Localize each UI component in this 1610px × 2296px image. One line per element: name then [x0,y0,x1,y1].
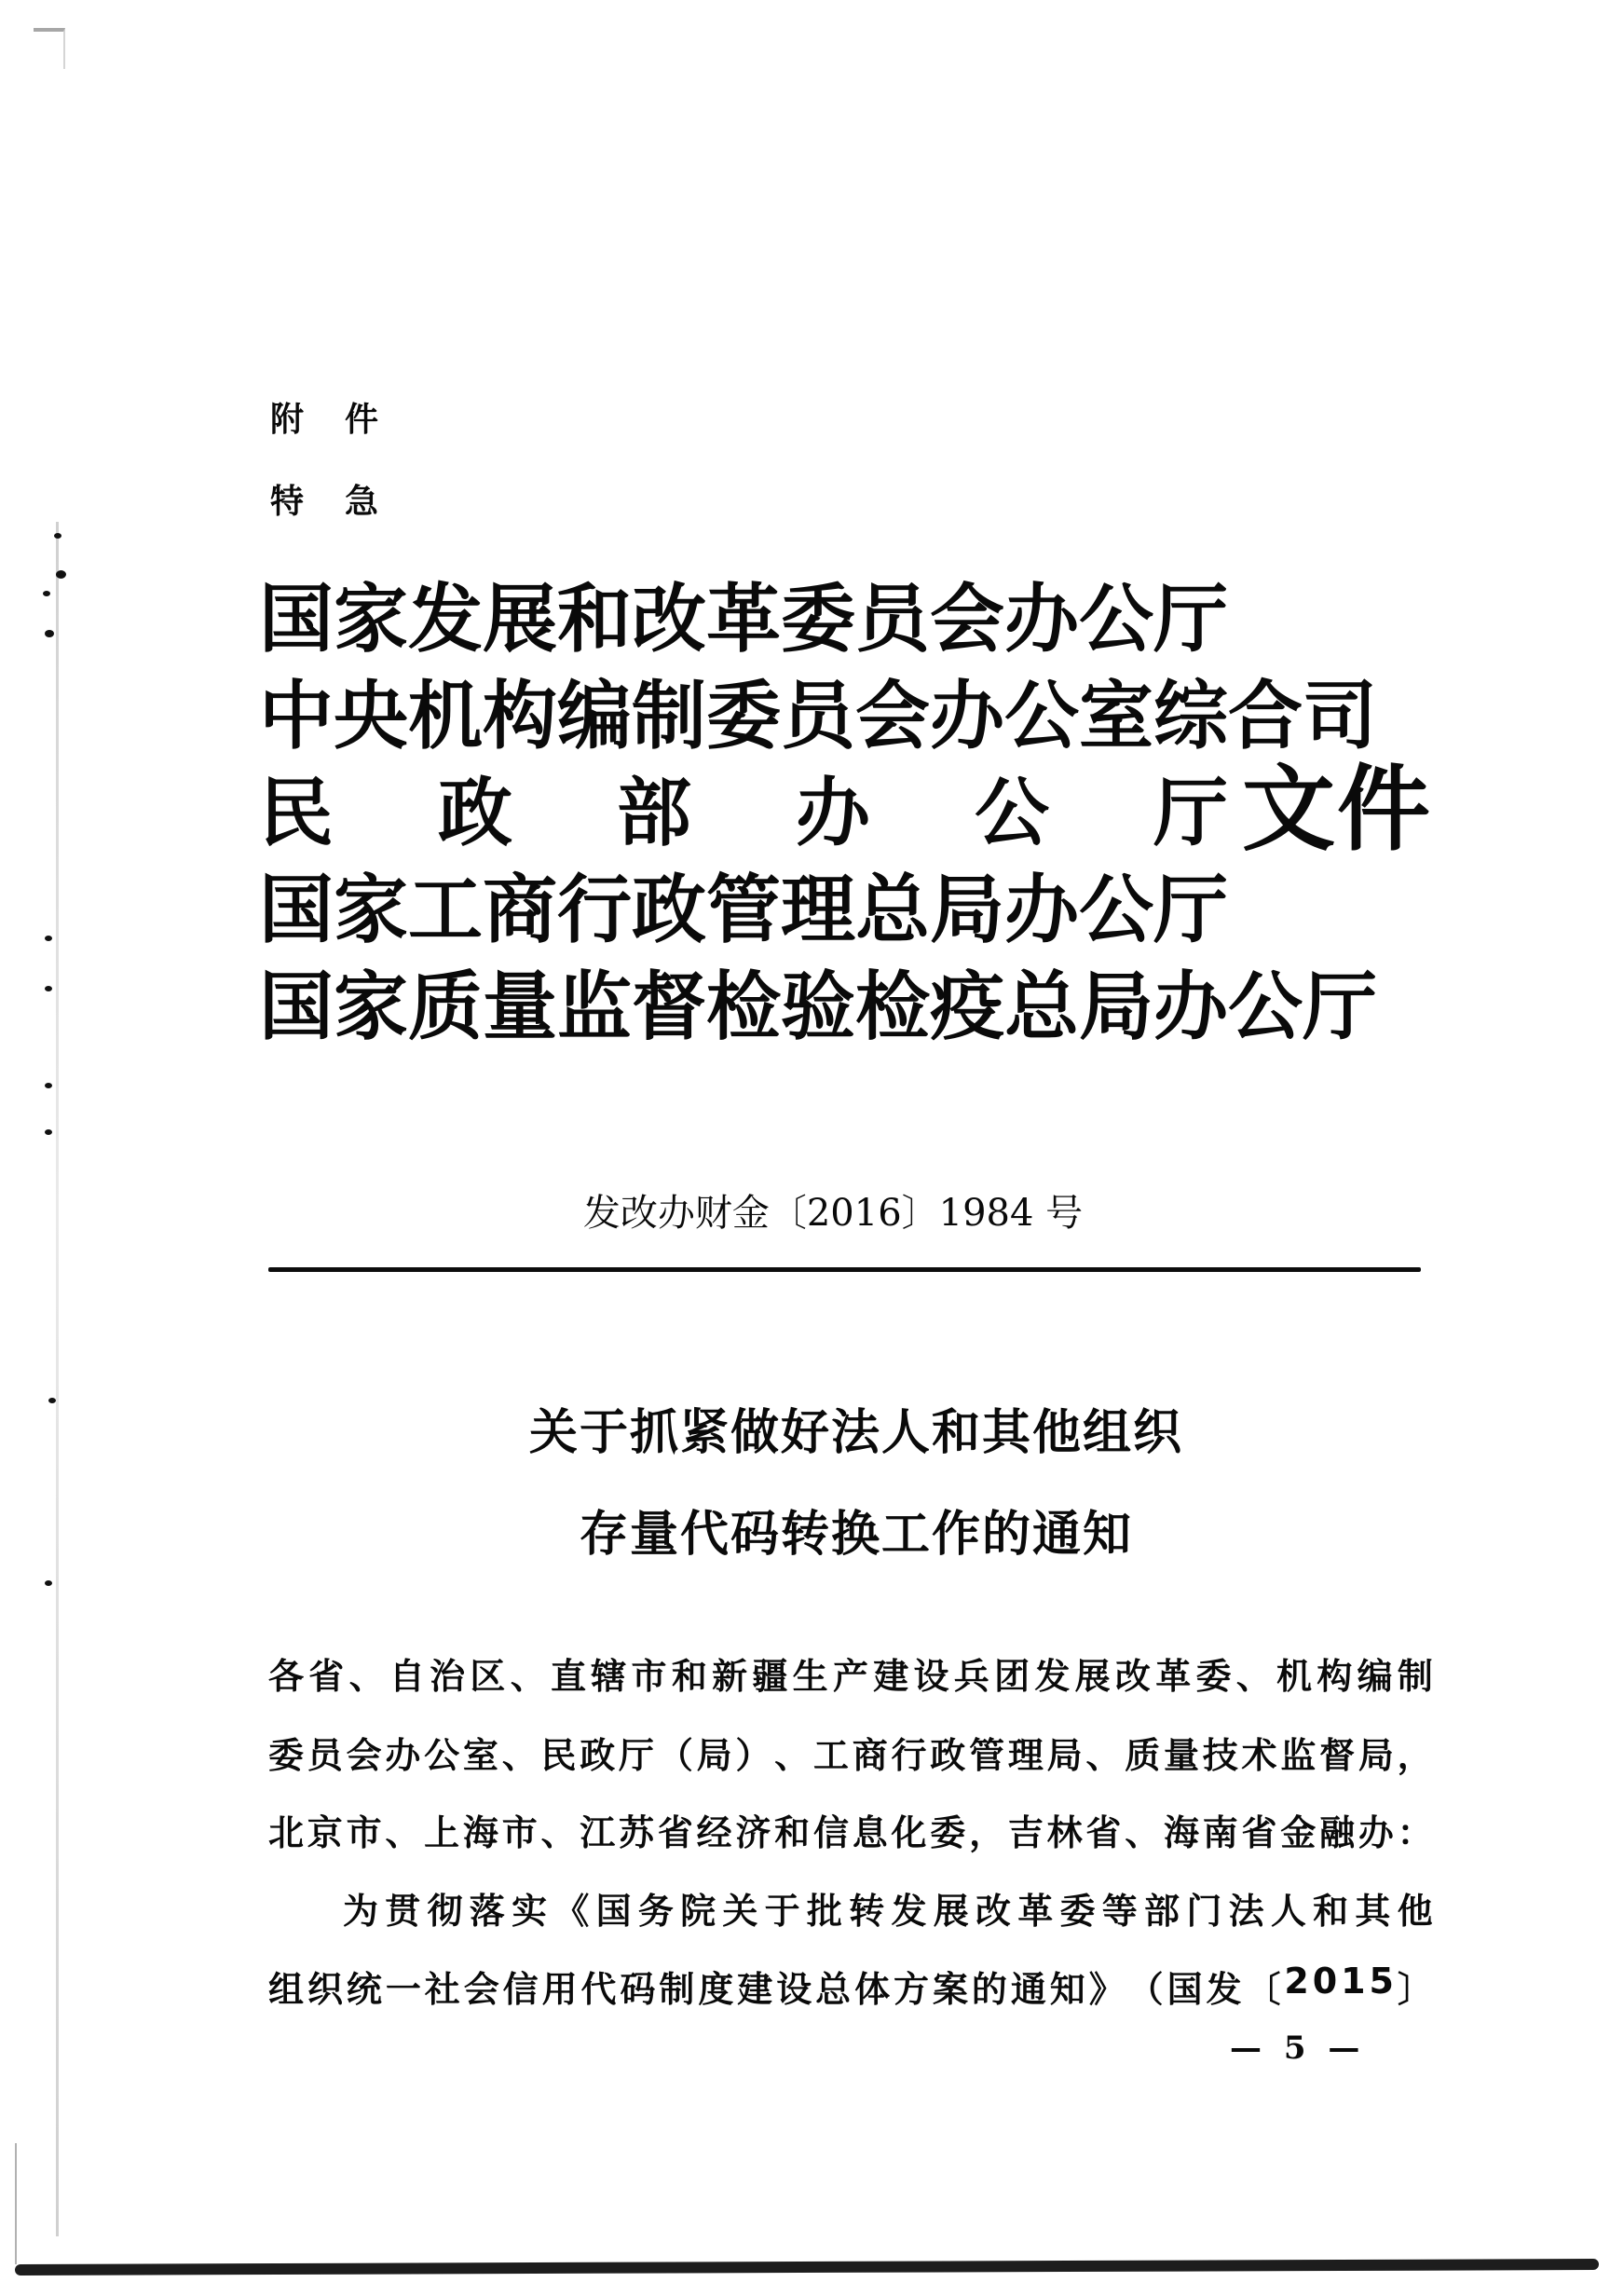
issuer-line: 中 央 机 构 编 制 委 员 会 办 公 室 综 合 司 [259,672,1377,759]
issuer-line: 国 家 质 量 监 督 检 验 检 疫 总 局 办 公 厅 [259,963,1377,1050]
body-line: 各 省 、 自 治 区 、 直 辖 市 和 新 疆 生 产 建 设 兵 团 发 展 改 革 委 、 机 构 编 制 [268,1656,1433,1697]
document-number: 发改办财金〔2016〕1984 号 [582,1192,1084,1235]
document-title-line-1: 关于抓紧做好法人和其他组织 [528,1405,1183,1461]
body-line: 委 员 会 办 公 室 、 民 政 厅 （ 局 ） 、 工 商 行 政 管 理 局 、 质 量 技 术 监 督 局 ， [268,1735,1433,1776]
scan-speck [45,986,52,991]
scan-bottom-left-edge [15,2143,17,2264]
document-title-line-2: 存量代码转换工作的通知 [579,1507,1133,1563]
page-number: — 5 — [1230,2030,1366,2067]
body-line: 为 贯 彻 落 实 《 国 务 院 关 于 批 转 发 展 改 革 委 等 部 门 法 人 和 其 他 [343,1891,1433,1932]
scan-speck [45,1580,52,1586]
urgency-label: 特急 [270,483,420,521]
document-suffix: 文件 [1242,754,1432,864]
scan-bottom-edge [15,2259,1599,2276]
scan-corner-mark [34,28,65,69]
issuer-line: 国 家 发 展 和 改 革 委 员 会 办 公 厅 [259,575,1228,663]
scan-speck [45,630,54,637]
scan-speck [45,936,52,941]
scan-speck [56,570,66,579]
attachment-label: 附件 [270,401,420,439]
scan-speck [45,1129,52,1135]
body-line: 北 京 市 、 上 海 市 、 江 苏 省 经 济 和 信 息 化 委 ， 吉 林 省 、 海 南 省 金 融 办 ： [268,1812,1433,1853]
scan-speck [45,1083,52,1088]
scan-speck [43,591,50,596]
scan-left-edge [56,522,59,2236]
header-divider-rule [268,1267,1421,1272]
issuer-line: 民 政 部 办 公 厅 [259,769,1228,856]
issuer-line: 国 家 工 商 行 政 管 理 总 局 办 公 厅 [259,866,1228,953]
scan-speck [54,533,61,539]
body-line: 组 织 统 一 社 会 信 用 代 码 制 度 建 设 总 体 方 案 的 通 知 》 （ 国 发 〔 2 0 1 5 〕 [268,1961,1433,2010]
